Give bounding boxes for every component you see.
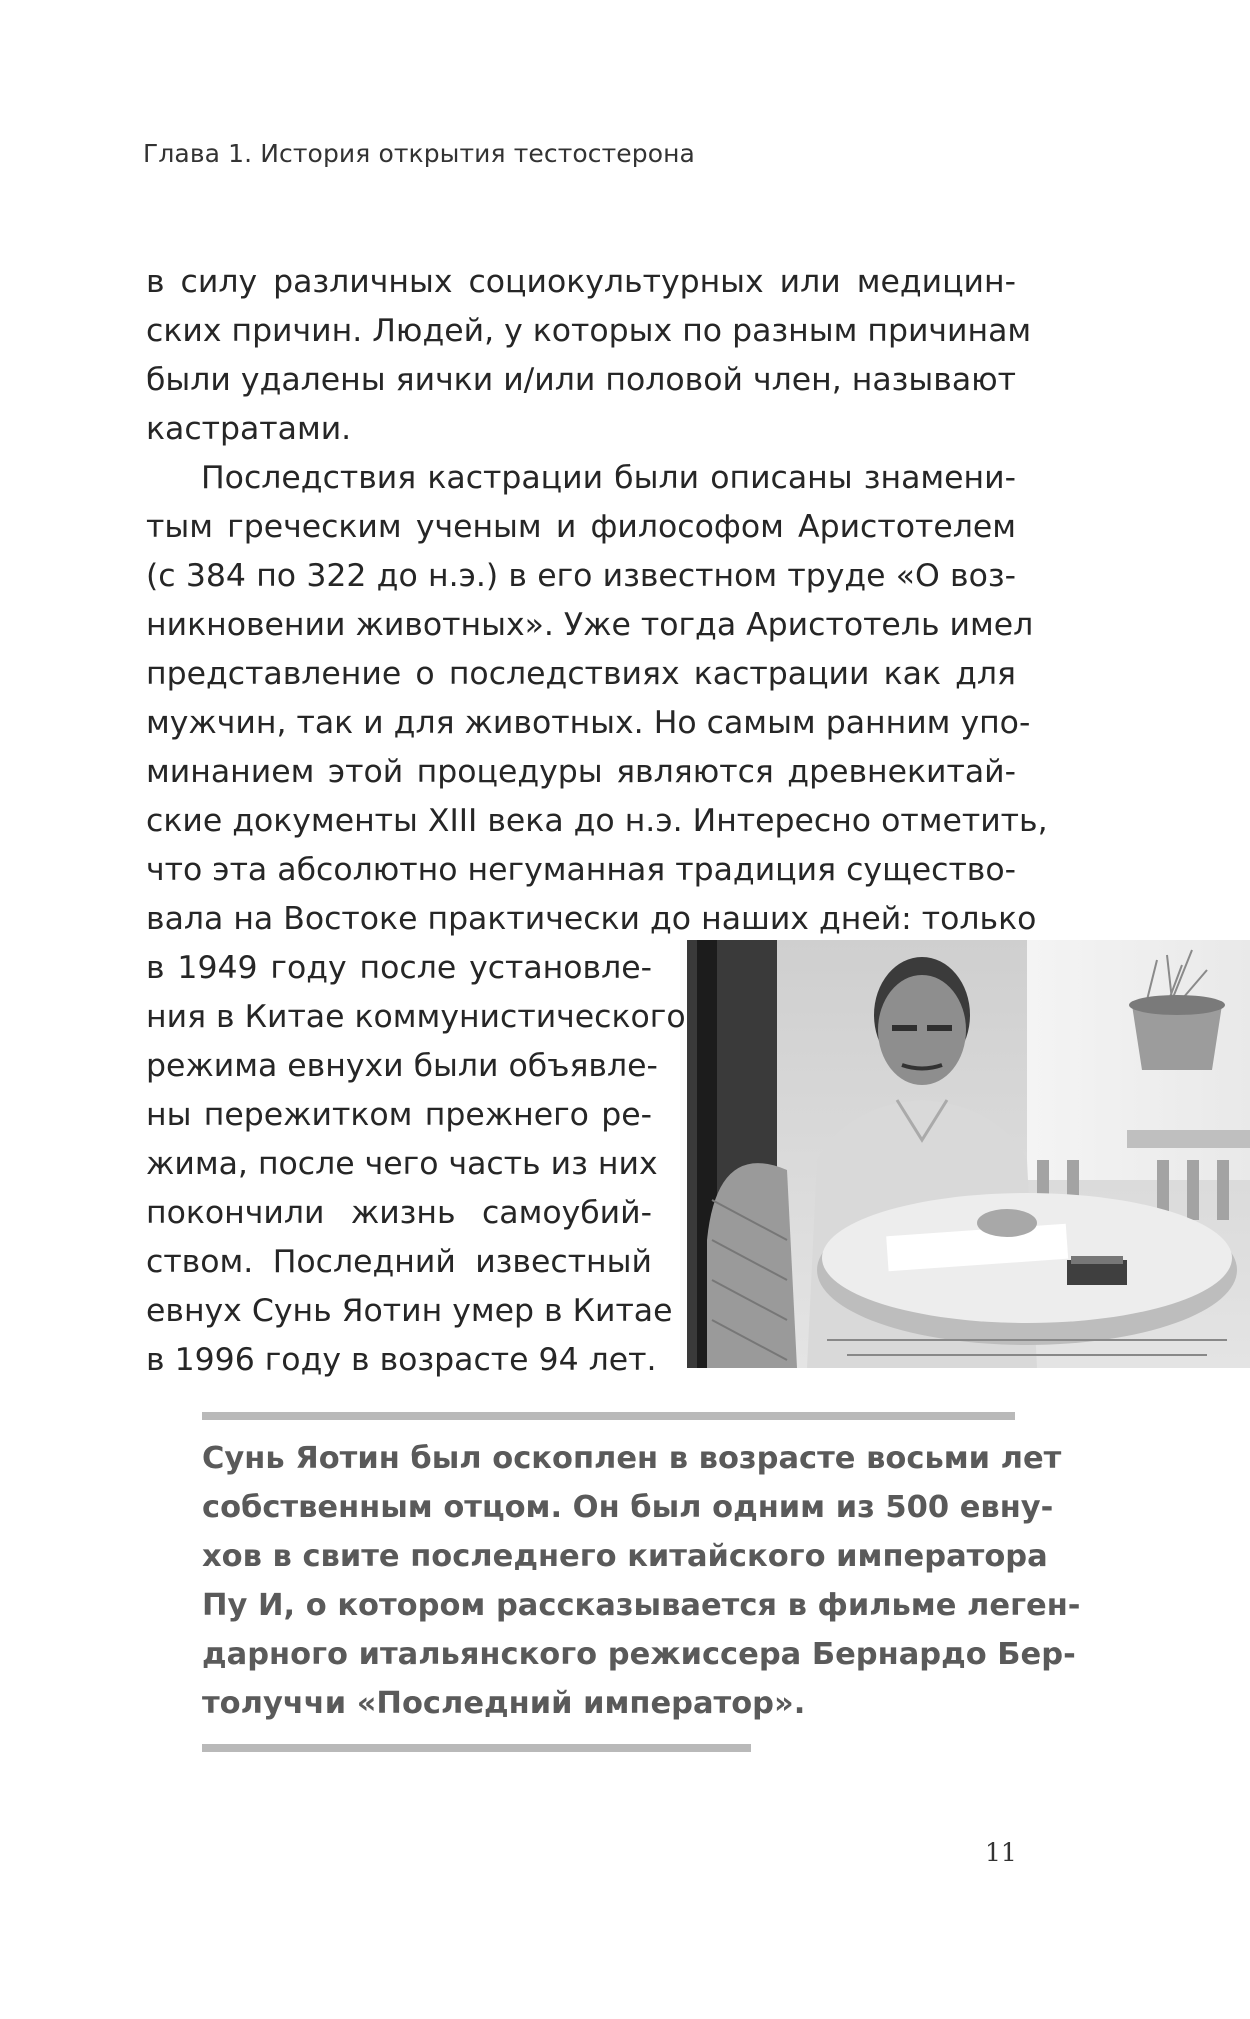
wrap-line: жима, после чего часть из них	[146, 1146, 658, 1182]
body-line: тым греческим ученым и философом Аристотелем	[146, 509, 1016, 545]
note-line: Сунь Яотин был оскоплен в возрасте восьми лет	[202, 1441, 1062, 1476]
wrap-line: ством. Последний известный	[146, 1244, 652, 1280]
note-bottom-rule	[202, 1744, 751, 1752]
note-top-rule	[202, 1412, 1015, 1420]
body-line: ских причин. Людей, у которых по разным причинам	[146, 313, 1032, 349]
body-line: (с 384 по 322 до н.э.) в его известном труде «О воз-	[146, 558, 1016, 594]
wrap-line: ния в Китае коммунистического	[146, 999, 686, 1035]
body-line: вала на Востоке практически до наших дней: только	[146, 901, 1037, 937]
portrait-photo	[687, 940, 1250, 1368]
wrap-line: евнух Сунь Яотин умер в Китае	[146, 1293, 673, 1329]
wrap-line: покончили жизнь самоубий-	[146, 1195, 652, 1231]
note-line: Пу И, о котором рассказывается в фильме леген-	[202, 1588, 1081, 1623]
body-line: были удалены яички и/или половой член, называют	[146, 362, 1016, 398]
wrap-line: ны пережитком прежнего ре-	[146, 1097, 652, 1133]
wrap-line: режима евнухи были объявле-	[146, 1048, 658, 1084]
body-line: мужчин, так и для животных. Но самым ранним упо-	[146, 705, 1031, 741]
note-line: хов в свите последнего китайского императора	[202, 1539, 1048, 1574]
running-header: Глава 1. История открытия тестостерона	[143, 139, 695, 168]
page-number: 11	[985, 1838, 1017, 1867]
note-line: дарного итальянского режиссера Бернардо Бер-	[202, 1637, 1076, 1672]
body-line: представление о последствиях кастрации как для	[146, 656, 1016, 692]
body-line: никновении животных». Уже тогда Аристотель имел	[146, 607, 1034, 643]
body-line: кастратами.	[146, 411, 352, 447]
note-line: толуччи «Последний император».	[202, 1686, 806, 1721]
body-line: ские документы XIII века до н.э. Интересно отметить,	[146, 803, 1048, 839]
body-line: что эта абсолютно негуманная традиция существо-	[146, 852, 1016, 888]
body-line: в силу различных социокультурных или медицин-	[146, 264, 1016, 300]
body-line: Последствия кастрации были описаны знамени-	[201, 460, 1016, 496]
body-line: минанием этой процедуры являются древнекитай-	[146, 754, 1016, 790]
wrap-line: в 1996 году в возрасте 94 лет.	[146, 1342, 657, 1378]
wrap-line: в 1949 году после установле-	[146, 950, 652, 986]
note-line: собственным отцом. Он был одним из 500 евну-	[202, 1490, 1054, 1525]
